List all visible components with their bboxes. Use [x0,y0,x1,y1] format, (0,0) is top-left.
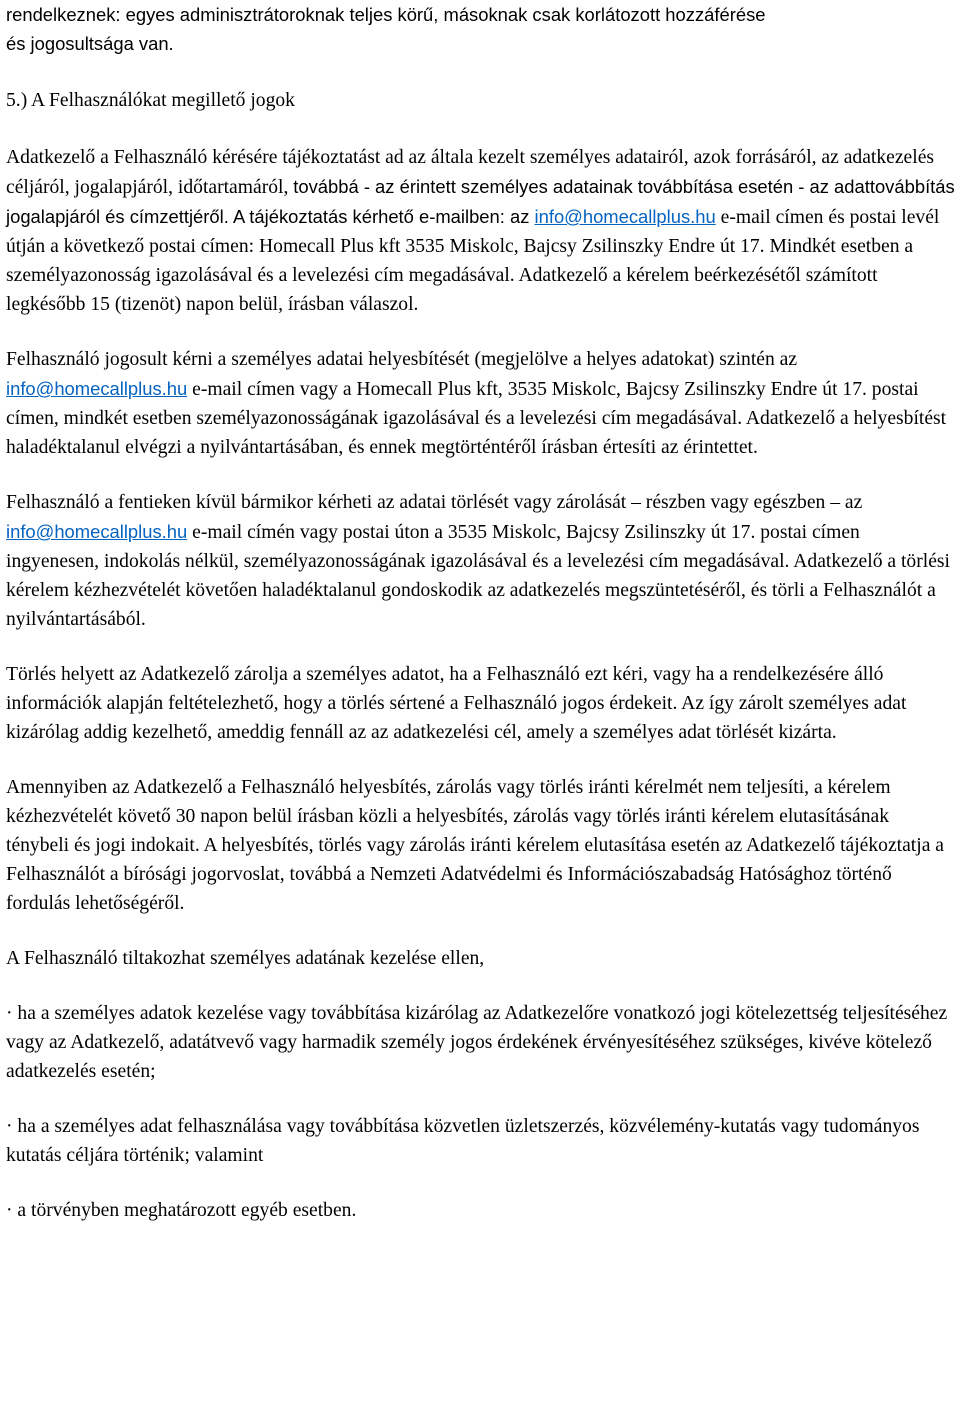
p3-text-a: Felhasználó a fentieken kívül bármikor kérheti az adatai törlését vagy zárolását – részben vagy egészben – az [6,492,863,513]
paragraph-deletion-request [6,488,956,634]
paragraph-rejection: Amennyiben az Adatkezelő a Felhasználó helyesbítés, zárolás vagy törlés iránti kérelmét nem teljesíti, a kérelem kézhezvételét követő 30 napon belül írásban közli a helyesbítés, zárolás vagy törlés iránti kérelem elutasításának ténybeli és jogi indokait. A helyesbítés, törlés vagy zárolás iránti kérelem elutasítása esetén az Adatkezelő tájékoztatja a Felhasználót a bírósági jogorvoslat, továbbá a Nemzeti Adatvédelmi és Információszabadság Hatósághoz történő fordulás lehetőségéről. [6,777,944,914]
p1-text-a: Adatkezelő a Felhasználó kérésére tájékoztatást ad az általa kezelt személyes adatairól, azok forrásáról, az adatkezelés céljáról, jogalapjáról, időtartamáról, [6,147,935,198]
paragraph-correction-request [6,345,956,462]
intro-line-1: rendelkeznek: egyes adminisztrátoroknak teljes körű, másoknak csak korlátozott hozzáférése [6,4,766,25]
p1-text-d: e-mail címen és postai levél útján a következő postai címen: Homecall Plus kft 3535 Miskolc, Bajcsy Zsilinszky Endre út 17. Mindkét esetben a személyazonosság igazolásával és a levelezési cím megadásával. Adatkezelő a kérelem beérkezésétől számított legkésőbb 15 (tizenöt) napon belül, írásban válaszol. [6,207,940,315]
p2-text-b: e-mail címen vagy a Homecall Plus kft, 3535 Miskolc, Bajcsy Zsilinszky Endre út 17. postai címen, mindkét esetben személyazonosságának igazolásával és a levelezési cím megadásával. Adatkezelő a helyesbítést haladéktalanul elvégzi a nyilvántartásában, és ennek megtörténtéről írásban értesíti az érintettet. [6,379,947,458]
intro-paragraph [6,0,956,58]
email-link[interactable]: info@homecallplus.hu [6,378,188,399]
email-link[interactable]: info@homecallplus.hu [534,206,716,227]
document-page [6,0,956,1225]
email-link[interactable]: info@homecallplus.hu [6,521,188,542]
objection-bullet-2: · ha a személyes adat felhasználása vagy továbbítása közvetlen üzletszerzés, közvélemény-kutatás vagy tudományos kutatás céljára történik; valamint [6,1116,920,1166]
intro-line-2: és jogosultsága van. [6,33,174,54]
paragraph-blocking: Törlés helyett az Adatkezelő zárolja a személyes adatot, ha a Felhasználó ezt kéri, vagy ha a rendelkezésére álló információk alapján feltételezhető, hogy a törlés sértené a Felhasználó jogos érdekeit. Az így zárolt személyes adat kizárólag addig kezelhető, ameddig fennáll az az adatkezelési cél, amely a személyes adat törlését kizárta. [6,664,907,743]
paragraph-objection-intro: A Felhasználó tiltakozhat személyes adatának kezelése ellen, [6,948,485,969]
p1-text-c: A tájékoztatás kérhető e-mailben: az [228,206,535,227]
section-heading: 5.) A Felhasználókat megillető jogok [6,90,295,111]
paragraph-information-request [6,143,956,319]
p3-text-b: e-mail címén vagy postai úton a 3535 Miskolc, Bajcsy Zsilinszky út 17. postai címen ingyenesen, indokolás nélkül, személyazonosságának igazolásával és a levelezési cím megadásával. Adatkezelő a törlési kérelem kézhezvételét követően haladéktalanul gondoskodik az adatkezelés megszüntetéséről, és törli a Felhasználót a nyilvántartásából. [6,522,950,630]
objection-bullet-3: · a törvényben meghatározott egyéb esetben. [6,1200,357,1221]
objection-bullet-1: · ha a személyes adatok kezelése vagy továbbítása kizárólag az Adatkezelőre vonatkozó jogi kötelezettség teljesítéséhez vagy az Adatkezelő, adatátvevő vagy harmadik személy jogos érdekének érvényesítéséhez szükséges, kivéve kötelező adatkezelés esetén; [6,1003,948,1082]
p2-text-a: Felhasználó jogosult kérni a személyes adatai helyesbítését (megjelölve a helyes adatokat) szintén az [6,349,798,370]
p1-text-b: továbbá - az érintett személyes adatainak továbbítása esetén - az adattovábbítás jogalapjáról és címzettjéről. [6,176,955,227]
